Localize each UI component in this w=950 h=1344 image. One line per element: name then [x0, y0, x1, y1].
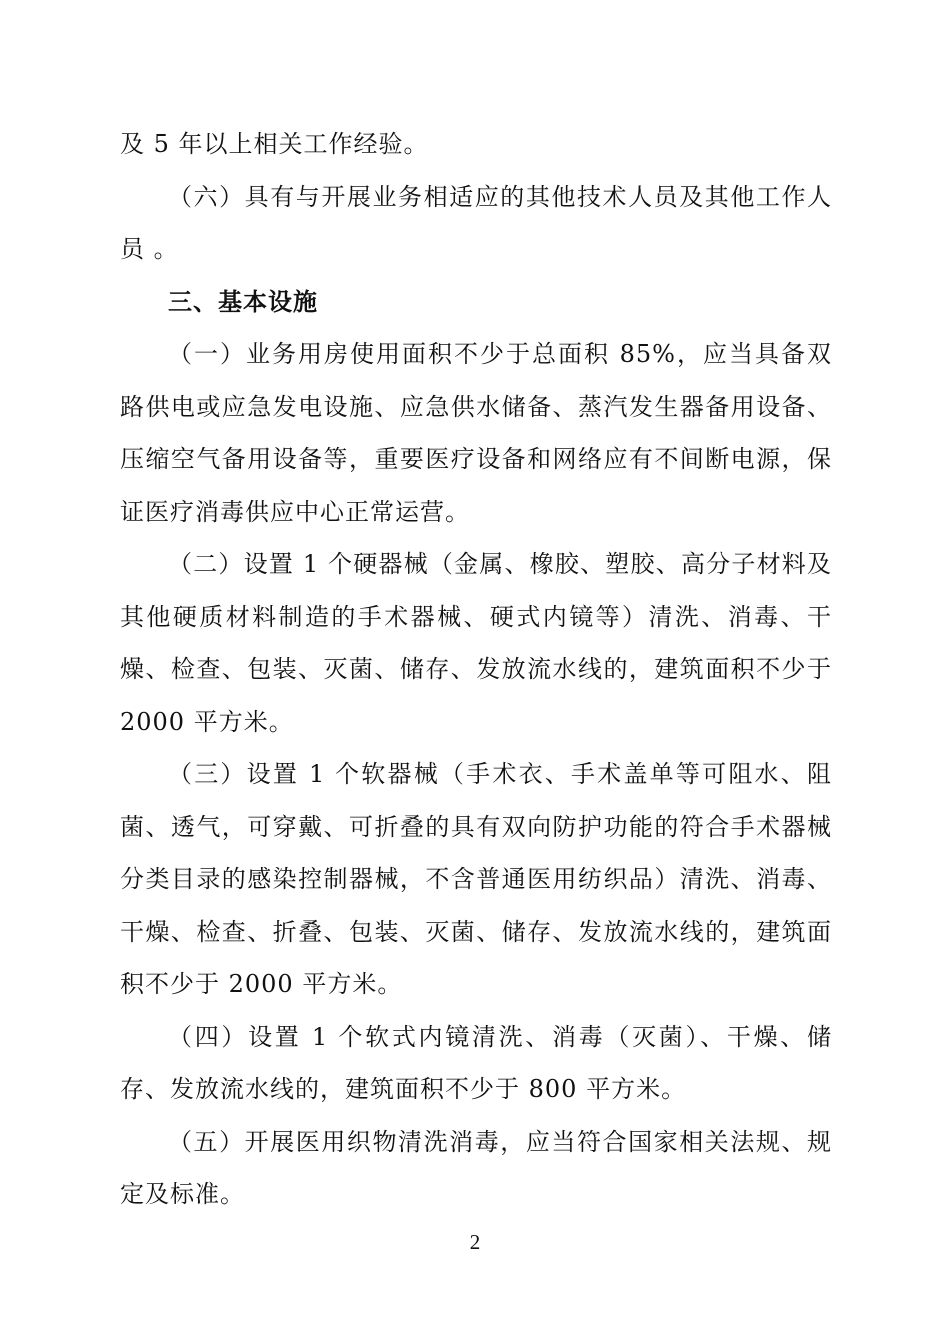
- section-heading-basic-facilities: 三、基本设施: [168, 287, 318, 316]
- document-body: [120, 118, 832, 1221]
- paragraph-work-experience: 及 5 年以上相关工作经验。: [120, 130, 429, 158]
- paragraph-item-two-hard-instruments: （二）设置 1 个硬器械（金属、橡胶、塑胶、高分子材料及其他硬质材料制造的手术器械、硬式内镜等）清洗、消毒、干燥、检查、包装、灭菌、储存、发放流水线的，建筑面积不少于 2000 平方米。: [120, 550, 832, 736]
- paragraph-item-three-soft-instruments: （三）设置 1 个软器械（手术衣、手术盖单等可阻水、阻菌、透气，可穿戴、可折叠的具有双向防护功能的符合手术器械分类目录的感染控制器械，不含普通医用纺织品）清洗、消毒、干燥、检查、折叠、包装、灭菌、储存、发放流水线的，建筑面积不少于 2000 平方米。: [120, 760, 832, 998]
- paragraph-item-one-business-rooms: （一）业务用房使用面积不少于总面积 85%，应当具备双路供电或应急发电设施、应急供水储备、蒸汽发生器备用设备、压缩空气备用设备等，重要医疗设备和网络应有不间断电源，保证医疗消毒供应中心正常运营。: [120, 340, 832, 526]
- page-number: 2: [469, 1230, 481, 1254]
- paragraph-item-six-other-staff: （六）具有与开展业务相适应的其他技术人员及其他工作人员 。: [120, 182, 832, 263]
- paragraph-item-five-medical-textiles: （五）开展医用织物清洗消毒，应当符合国家相关法规、规定及标准。: [120, 1127, 832, 1208]
- paragraph-item-four-soft-endoscope: （四）设置 1 个软式内镜清洗、消毒（灭菌）、干燥、储存、发放流水线的，建筑面积不少于 800 平方米。: [120, 1022, 832, 1103]
